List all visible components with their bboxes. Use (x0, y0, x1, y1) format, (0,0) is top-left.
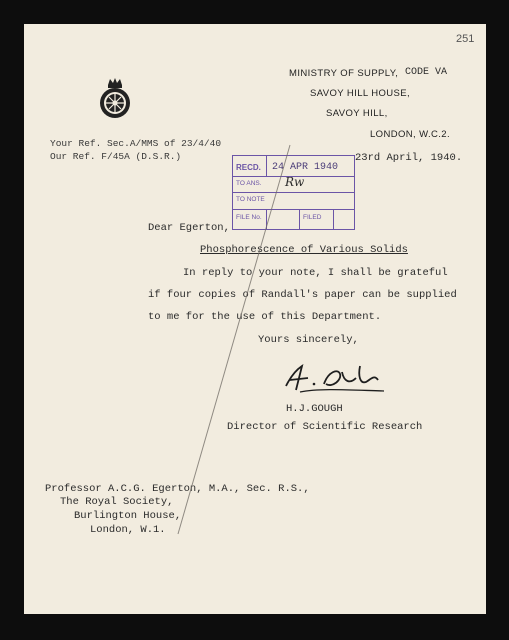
body-line-2: if four copies of Randall's paper can be supplied (148, 289, 457, 301)
stamp-to-note: TO NOTE (236, 196, 265, 203)
letter-date: 23rd April, 1940. (355, 152, 463, 164)
stamp-date: 24 APR 1940 (272, 162, 339, 173)
letterhead-city: LONDON, W.C.2. (370, 129, 451, 140)
letterhead-street: SAVOY HILL, (326, 108, 388, 119)
stamp-filed: FILED (303, 214, 322, 221)
closing: Yours sincerely, (258, 334, 359, 346)
address-line-2: The Royal Society, (60, 496, 174, 508)
our-reference: Our Ref. F/45A (D.S.R.) (50, 151, 182, 162)
signer-name: H.J.GOUGH (286, 403, 343, 415)
address-line-4: London, W.1. (90, 524, 166, 536)
subject-line: Phosphorescence of Various Solids (200, 244, 408, 256)
signer-title: Director of Scientific Research (227, 421, 423, 433)
letterhead-code: CODE VA (405, 67, 448, 78)
catalog-number: 251 (456, 33, 475, 45)
stamp-initials: Rw (285, 175, 305, 189)
address-line-1: Professor A.C.G. Egerton, M.A., Sec. R.S., (45, 483, 310, 495)
your-reference: Your Ref. Sec.A/MMS of 23/4/40 (50, 138, 222, 149)
stamp-to-ans: TO ANS. (236, 180, 262, 187)
stamp-file-no: FILE No. (236, 214, 262, 221)
letterhead-building: SAVOY HILL HOUSE, (310, 88, 411, 99)
stamp-recd-label: RECD. (236, 163, 261, 172)
salutation: Dear Egerton, (148, 222, 230, 234)
letterhead-ministry: MINISTRY OF SUPPLY, (289, 68, 399, 79)
body-line-3: to me for the use of this Department. (148, 311, 382, 323)
address-line-3: Burlington House, (74, 510, 182, 522)
body-line-1: In reply to your note, I shall be grateful (183, 267, 448, 279)
